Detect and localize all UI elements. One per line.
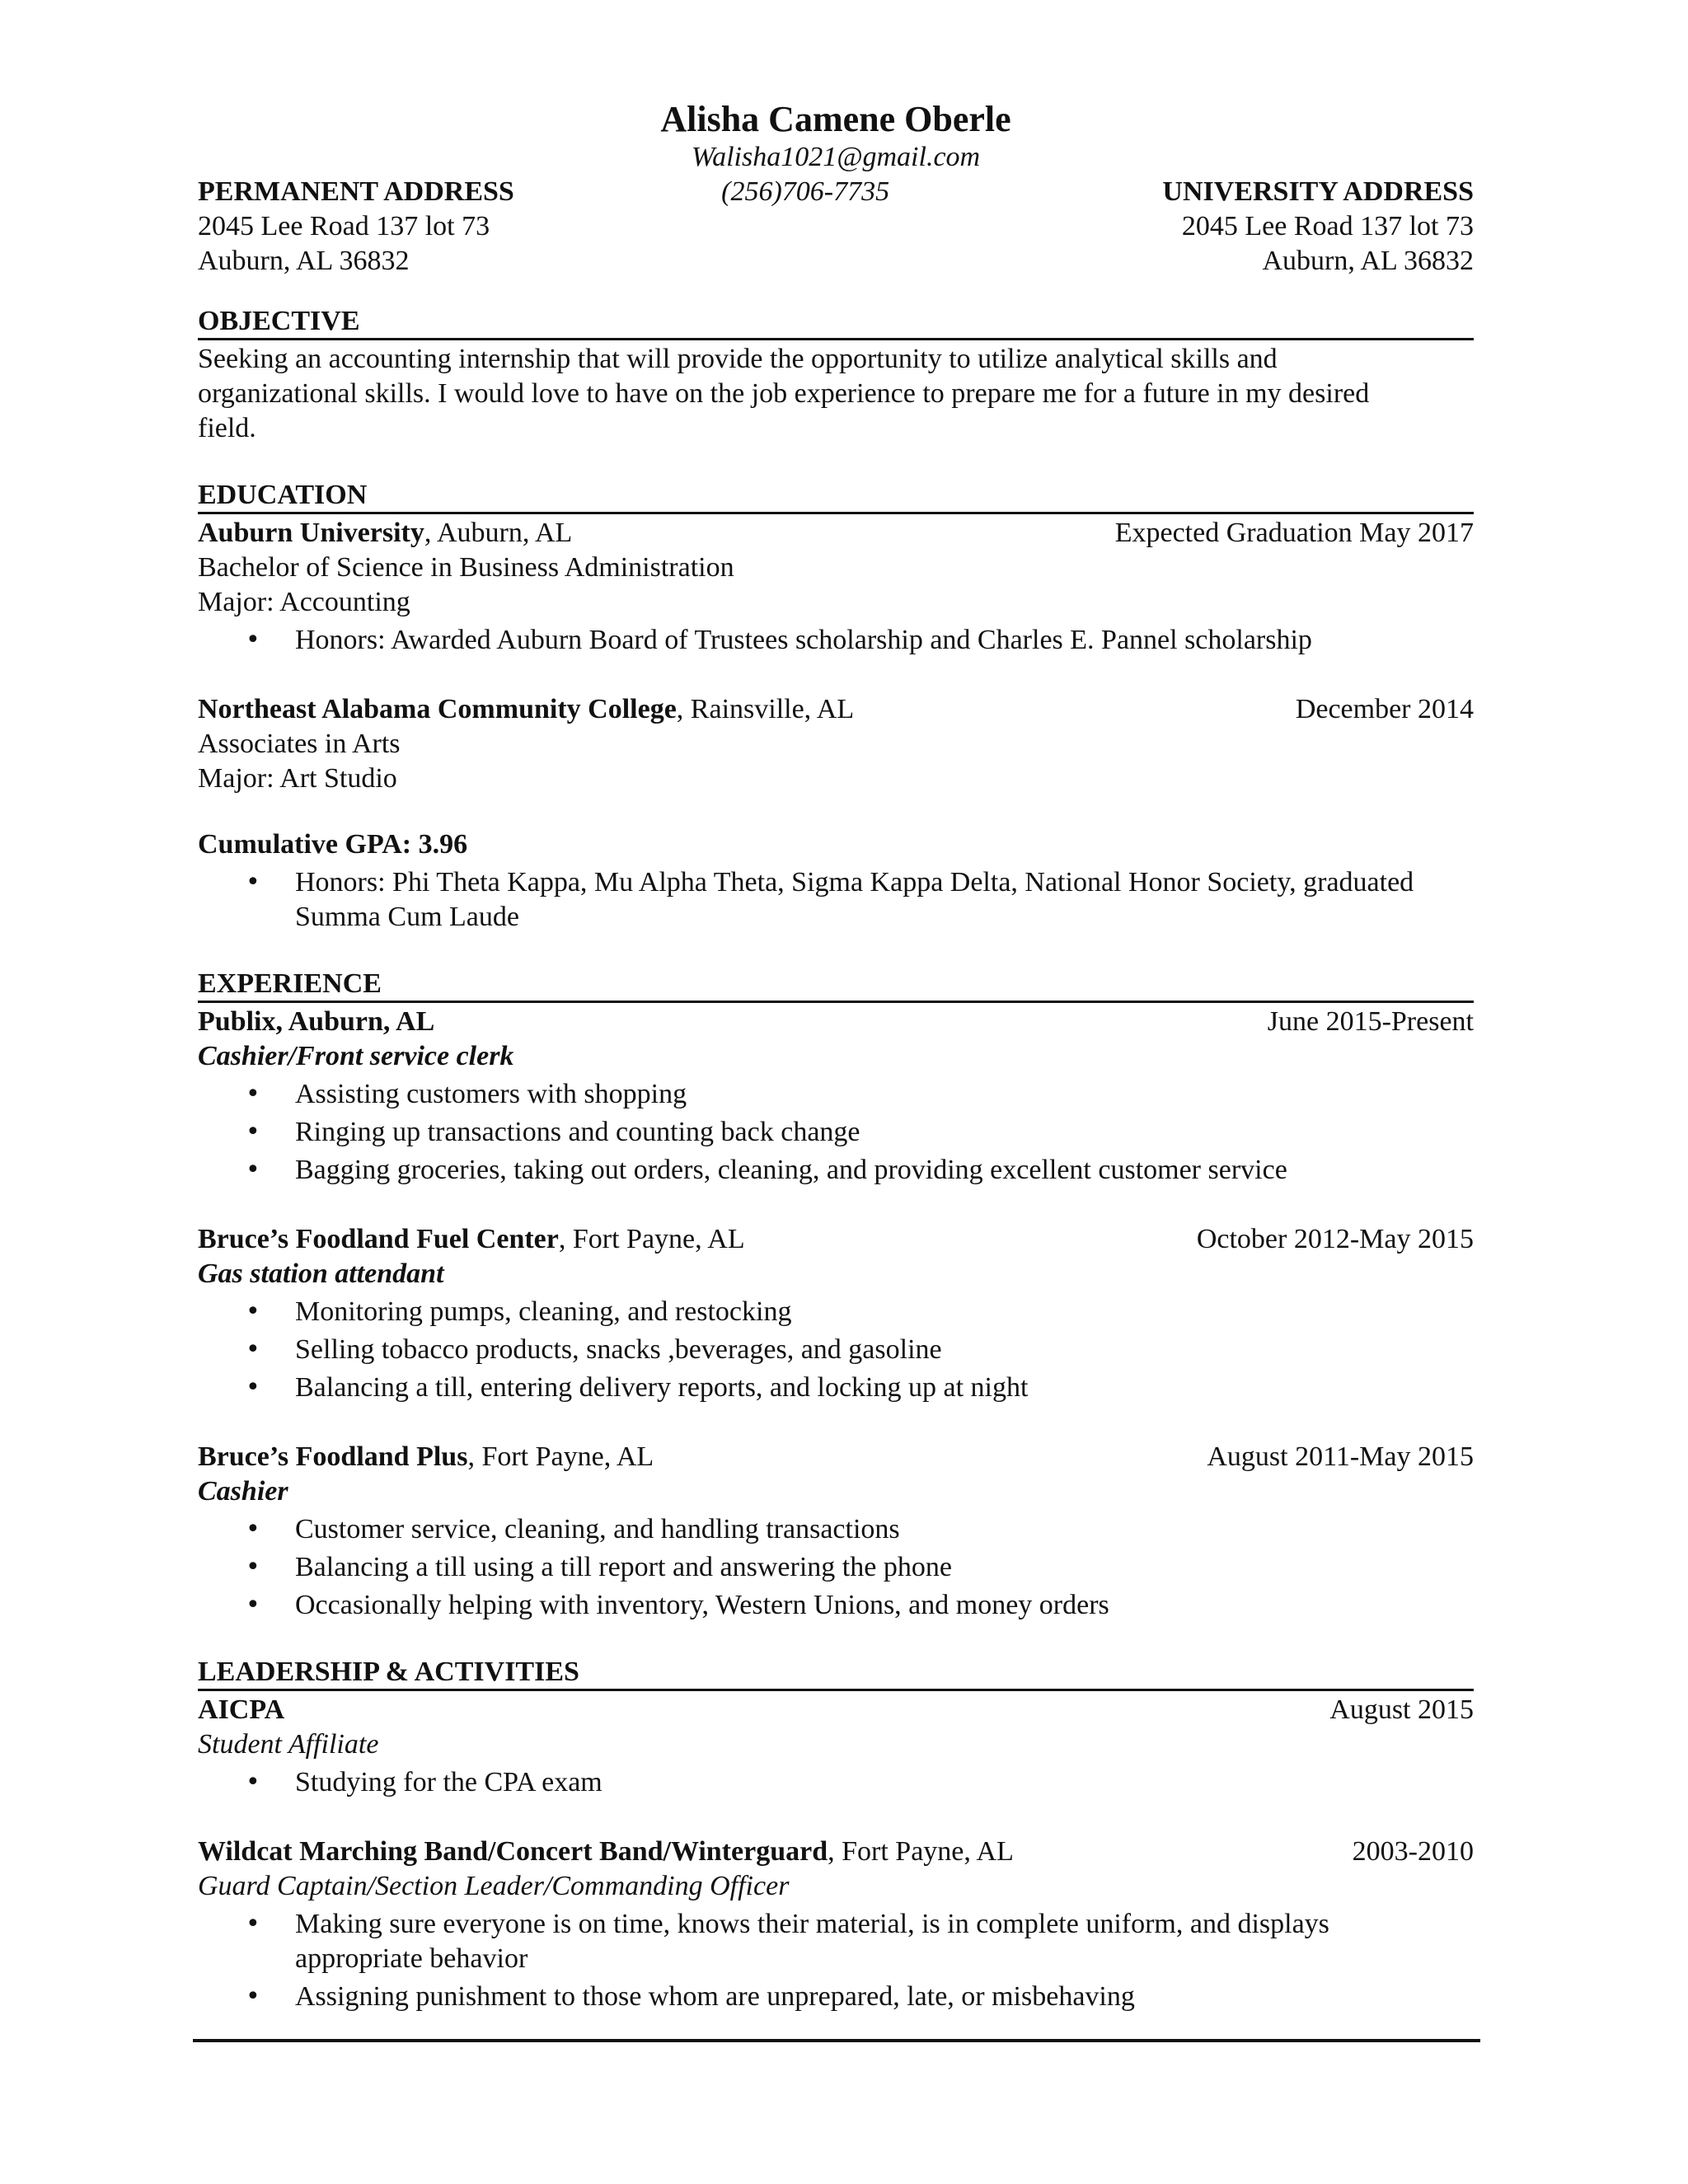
band-heading bbox=[198, 1835, 1474, 1869]
experience-section bbox=[198, 968, 1474, 1623]
auburn-degree: Bachelor of Science in Business Administration bbox=[198, 552, 734, 583]
list-item: • Balancing a till using a till report and answering the phone bbox=[198, 1550, 1474, 1585]
nacc-heading bbox=[198, 692, 1474, 727]
publix-date: June 2015-Present bbox=[1267, 1006, 1474, 1037]
experience-title: EXPERIENCE bbox=[198, 968, 1474, 1003]
aicpa-heading bbox=[198, 1693, 1474, 1727]
fuel-date: October 2012-May 2015 bbox=[1196, 1224, 1474, 1254]
nacc-degree: Associates in Arts bbox=[198, 729, 401, 759]
publix-employer: Publix, Auburn, AL bbox=[198, 1006, 435, 1037]
nacc-school: Northeast Alabama Community College bbox=[198, 694, 677, 724]
nacc-major: Major: Art Studio bbox=[198, 763, 397, 794]
list-item: • Assigning punishment to those whom are unprepared, late, or misbehaving bbox=[198, 1980, 1375, 2014]
auburn-heading bbox=[198, 516, 1474, 551]
auburn-school: Auburn University bbox=[198, 518, 424, 548]
email[interactable]: Walisha1021@gmail.com bbox=[691, 142, 981, 172]
spacer bbox=[198, 1191, 1474, 1222]
fuel-duties bbox=[198, 1295, 1474, 1405]
permanent-address bbox=[198, 175, 514, 279]
aicpa-role: Student Affiliate bbox=[198, 1729, 379, 1760]
aicpa-date: August 2015 bbox=[1329, 1694, 1474, 1725]
phone: (256)706-7735 bbox=[721, 176, 890, 207]
list-item: • Occasionally helping with inventory, Western Unions, and money orders bbox=[198, 1588, 1474, 1623]
fuel-employer-line bbox=[198, 1222, 745, 1257]
band-location: , Fort Payne, AL bbox=[828, 1836, 1014, 1867]
auburn-date: Expected Graduation May 2017 bbox=[1114, 518, 1474, 548]
nacc-honors-list bbox=[198, 865, 1474, 935]
resume-content bbox=[198, 97, 1474, 2018]
list-item: • Monitoring pumps, cleaning, and restocking bbox=[198, 1295, 1474, 1329]
leadership-title: LEADERSHIP & ACTIVITIES bbox=[198, 1656, 1474, 1691]
aicpa-org: AICPA bbox=[198, 1694, 285, 1725]
objective-section bbox=[198, 305, 1474, 446]
auburn-honors-list bbox=[198, 623, 1474, 658]
university-address-line2: Auburn, AL 36832 bbox=[1262, 246, 1474, 276]
band-role: Guard Captain/Section Leader/Commanding Officer bbox=[198, 1871, 790, 1901]
band-org-line bbox=[198, 1835, 1014, 1869]
fuel-employer: Bruce’s Foodland Fuel Center bbox=[198, 1224, 559, 1254]
fuel-role: Gas station attendant bbox=[198, 1258, 444, 1289]
nacc-gpa: Cumulative GPA: 3.96 bbox=[198, 829, 468, 860]
plus-heading bbox=[198, 1440, 1474, 1474]
list-item: • Selling tobacco products, snacks ,beverages, and gasoline bbox=[198, 1333, 1474, 1367]
publix-heading bbox=[198, 1005, 1474, 1039]
band-org: Wildcat Marching Band/Concert Band/Winterguard bbox=[198, 1836, 828, 1867]
list-item: • Bagging groceries, taking out orders, cleaning, and providing excellent customer service bbox=[198, 1153, 1474, 1188]
address-block bbox=[198, 175, 1474, 279]
permanent-address-line2: Auburn, AL 36832 bbox=[198, 246, 410, 276]
auburn-location: , Auburn, AL bbox=[424, 518, 573, 548]
band-date: 2003-2010 bbox=[1352, 1836, 1474, 1867]
permanent-address-line1: 2045 Lee Road 137 lot 73 bbox=[198, 211, 490, 241]
aicpa-duties bbox=[198, 1765, 1474, 1800]
education-section bbox=[198, 479, 1474, 935]
nacc-honors: • Honors: Phi Theta Kappa, Mu Alpha Theta, Sigma Kappa Delta, National Honor Society, graduated Summa Cum Laude bbox=[198, 865, 1474, 935]
list-item: • Ringing up transactions and counting back change bbox=[198, 1115, 1474, 1150]
band-duties bbox=[198, 1907, 1474, 2014]
candidate-name: Alisha Camene Oberle bbox=[660, 99, 1011, 139]
plus-employer-line bbox=[198, 1440, 654, 1474]
plus-location: , Fort Payne, AL bbox=[467, 1441, 654, 1472]
fuel-location: , Fort Payne, AL bbox=[558, 1224, 745, 1254]
fuel-heading bbox=[198, 1222, 1474, 1257]
permanent-address-label: PERMANENT ADDRESS bbox=[198, 176, 514, 207]
footer-divider bbox=[193, 2039, 1480, 2042]
spacer bbox=[198, 661, 1474, 692]
university-address bbox=[1162, 175, 1474, 279]
nacc-location: , Rainsville, AL bbox=[676, 694, 855, 724]
leadership-section bbox=[198, 1656, 1474, 2014]
auburn-school-line bbox=[198, 516, 572, 551]
university-address-label: UNIVERSITY ADDRESS bbox=[1162, 176, 1474, 207]
spacer bbox=[198, 1803, 1474, 1835]
plus-role: Cashier bbox=[198, 1476, 288, 1507]
education-title: EDUCATION bbox=[198, 479, 1474, 514]
objective-text: Seeking an accounting internship that will provide the opportunity to utilize analytical skills and organizational skills. I would love to have on the job experience to prepare me for a future in my desired field. bbox=[198, 344, 1370, 443]
objective-title: OBJECTIVE bbox=[198, 305, 1474, 340]
list-item: • Making sure everyone is on time, knows their material, is in complete uniform, and displays appropriate behavior bbox=[198, 1907, 1375, 1976]
publix-duties bbox=[198, 1077, 1474, 1188]
spacer bbox=[198, 1408, 1474, 1440]
university-address-line1: 2045 Lee Road 137 lot 73 bbox=[1181, 211, 1474, 241]
nacc-date: December 2014 bbox=[1295, 694, 1474, 724]
publix-role: Cashier/Front service clerk bbox=[198, 1041, 514, 1071]
nacc-school-line bbox=[198, 692, 854, 727]
plus-employer: Bruce’s Foodland Plus bbox=[198, 1441, 468, 1472]
spacer bbox=[198, 796, 1474, 827]
auburn-honors: • Honors: Awarded Auburn Board of Trustees scholarship and Charles E. Pannel scholarship bbox=[198, 623, 1474, 658]
list-item: • Balancing a till, entering delivery reports, and locking up at night bbox=[198, 1371, 1474, 1405]
list-item: • Customer service, cleaning, and handling transactions bbox=[198, 1512, 1474, 1547]
plus-duties bbox=[198, 1512, 1474, 1623]
auburn-major: Major: Accounting bbox=[198, 587, 410, 617]
plus-date: August 2011-May 2015 bbox=[1207, 1441, 1474, 1472]
list-item: • Assisting customers with shopping bbox=[198, 1077, 1474, 1112]
list-item: • Studying for the CPA exam bbox=[198, 1765, 1474, 1800]
